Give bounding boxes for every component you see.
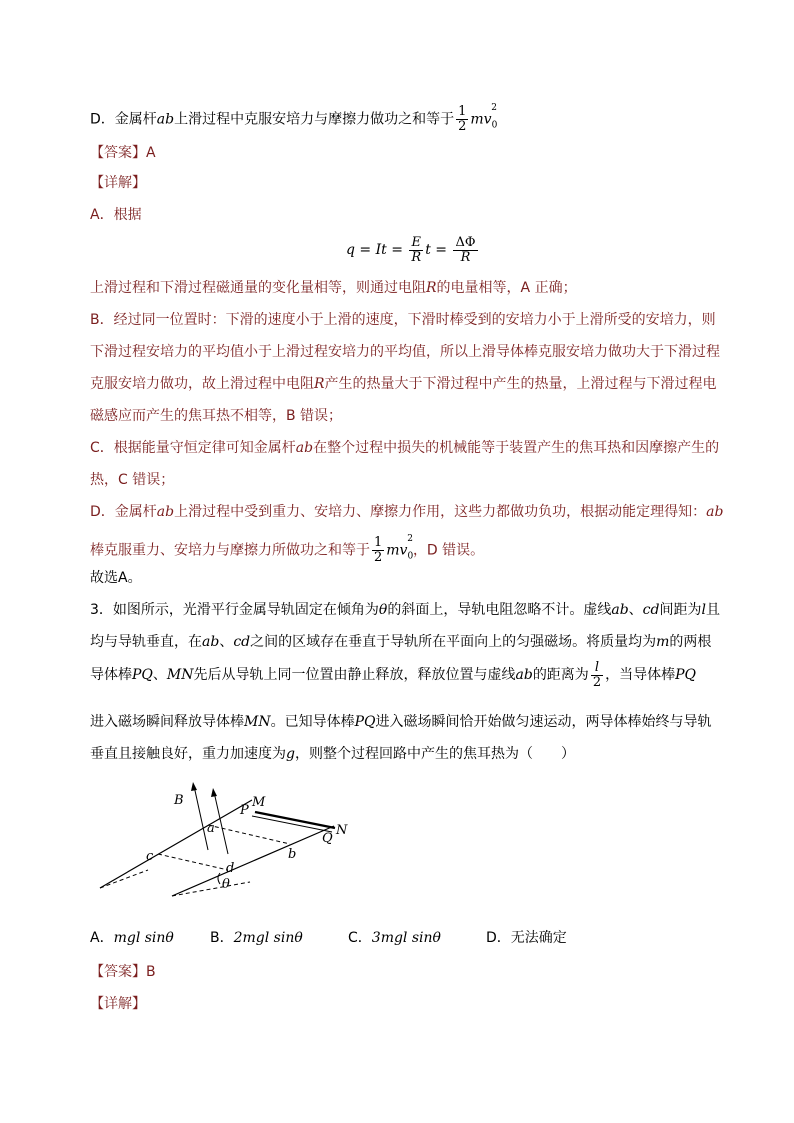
text: D．金属杆 [90, 504, 157, 520]
fraction [372, 536, 384, 565]
q3-option-d [486, 928, 567, 948]
q2-b-line3 [90, 374, 717, 394]
expr: mv [470, 111, 492, 128]
option-expr: 无法确定 [510, 930, 567, 946]
subscript: 0 [491, 120, 498, 131]
text: 垂直且接触良好，重力加速度为 [90, 746, 286, 762]
q2-detail-heading: 【详解】 [90, 175, 146, 191]
b-arrow-2-head [211, 788, 217, 797]
var-g: g [286, 746, 295, 762]
var-ab: ab [156, 111, 175, 128]
formula-lhs: q = It = [346, 242, 403, 258]
q3-option-b [210, 928, 303, 948]
label-m: M [252, 795, 266, 810]
var-theta: θ [378, 602, 388, 618]
label-d: d [226, 861, 235, 876]
q3-option-c [348, 928, 441, 948]
q2-a-label: A．根据 [90, 207, 142, 223]
q2-conclusion: 故选A。 [90, 570, 142, 586]
text: D．金属杆 [90, 111, 157, 128]
option-expr: 2mgl sinθ [233, 930, 303, 946]
fraction-e-r [409, 236, 423, 265]
var-mn: MN [166, 667, 194, 683]
label-b-field: B [174, 793, 184, 808]
numerator: l [591, 661, 603, 676]
text: 进入磁场瞬间恰开始做匀速运动，两导体棒始终与导轨 [375, 714, 712, 730]
var-cd: cd [642, 602, 660, 618]
ground-dash-1 [100, 870, 148, 888]
q2-answer: 【答案】A [90, 145, 156, 161]
denominator: 2 [592, 674, 602, 690]
q3-line4 [90, 712, 712, 732]
text: 之间的区域存在垂直于导轨所在平面向上的匀强磁场。将质量均为 [250, 634, 657, 650]
text: 、 [152, 667, 167, 683]
text: 的斜面上，导轨电阻忽略不计。虚线 [387, 602, 612, 618]
numerator: 1 [458, 104, 467, 119]
numerator: 1 [374, 535, 383, 551]
text: 且 [705, 602, 720, 618]
text: 棒克服重力、安培力与摩擦力所做功之和等于 [90, 542, 370, 559]
q2-d-line2 [90, 532, 484, 571]
var-r: R [426, 280, 437, 296]
option-expr: 3mgl sinθ [371, 930, 441, 946]
text: 、 [628, 602, 643, 618]
label-p: P [240, 803, 249, 818]
text: 导体棒 [90, 667, 132, 683]
b-arrow-1-head [191, 782, 197, 791]
q2-c-line2: 热，C 错误； [90, 472, 175, 488]
text: C．根据能量守恒定律可知金属杆 [90, 440, 296, 456]
text: 上滑过程中受到重力、安培力、摩擦力作用，这些力都做功负功，根据动能定理得知： [174, 504, 707, 520]
var-ab: ab [611, 602, 629, 618]
superscript: 2 [491, 102, 498, 113]
b-arrow-1 [194, 786, 208, 850]
label-n: N [336, 823, 348, 838]
fraction-dphi-r [453, 236, 477, 265]
angle-arc [218, 873, 220, 884]
text: ，则整个过程回路中产生的焦耳热为（ ） [294, 746, 575, 762]
denominator: 2 [458, 119, 467, 134]
superscript: 2 [407, 534, 413, 544]
denominator: R [411, 249, 422, 265]
line-cd [158, 854, 228, 870]
q2-a-line2 [90, 278, 577, 298]
rail-right [172, 826, 334, 896]
q3-line3 [90, 660, 696, 690]
fraction-l-2 [591, 661, 603, 690]
q3-line1 [90, 600, 720, 620]
text: ，当导体棒 [605, 667, 676, 683]
incline-rails-figure [90, 770, 390, 910]
text: 上滑过程和下滑过程磁通量的变化量相等，则通过电阻 [90, 280, 426, 296]
rod-mn [255, 812, 335, 828]
text: 克服安培力做功，故上滑过程中电阻 [90, 376, 314, 392]
var-l: l [701, 602, 706, 618]
var-ab: ab [706, 504, 724, 520]
text: 上滑过程中克服安培力与摩擦力做功之和等于 [174, 111, 455, 128]
text: ，D 错误。 [412, 542, 485, 559]
q3-detail-heading: 【详解】 [90, 996, 146, 1012]
ground-dash-2 [172, 882, 250, 896]
text: 3．如图所示，光滑平行金属导轨固定在倾角为 [90, 602, 379, 618]
formula-t: t = [425, 242, 447, 258]
q2-formula [346, 232, 480, 268]
label-b: b [288, 847, 297, 862]
q2-option-d [90, 102, 498, 135]
text: 。已知导体棒 [270, 714, 355, 730]
var-ab: ab [295, 440, 314, 456]
numerator: E [409, 236, 423, 251]
fraction [456, 105, 468, 134]
text: 在整个过程中损失的机械能等于装置产生的焦耳热和因摩擦产生的 [313, 440, 720, 456]
label-theta: θ [222, 877, 230, 892]
option-label: D． [486, 930, 511, 946]
var-m: m [656, 634, 670, 650]
q3-answer: 【答案】B [90, 964, 156, 980]
q3-line5 [90, 744, 575, 764]
var-r: R [314, 376, 325, 392]
line-ab [208, 825, 290, 844]
var-pq: PQ [132, 667, 153, 683]
q3-option-a [90, 928, 174, 948]
option-label: C． [348, 930, 372, 946]
var-ab: ab [202, 634, 220, 650]
var-mn: MN [244, 714, 271, 730]
label-a: a [207, 821, 215, 836]
q2-d-line1 [90, 502, 723, 522]
denominator: 2 [374, 550, 383, 566]
option-expr: mgl sinθ [113, 930, 174, 946]
var-ab: ab [156, 504, 175, 520]
denominator: R [460, 249, 471, 265]
subscript: 0 [407, 551, 414, 562]
text: 进入磁场瞬间释放导体棒 [90, 714, 244, 730]
var-pq: PQ [354, 714, 376, 730]
q2-b-line2: 下滑过程安培力的平均值小于上滑过程安培力的平均值，所以上滑导体棒克服安培力做功大于下滑过程 [90, 344, 720, 360]
q2-b-line1: B．经过同一位置时：下滑的速度小于上滑的速度，下滑时棒受到的安培力小于上滑所受的安培力，则 [90, 312, 716, 328]
label-c: c [146, 849, 154, 864]
q2-c-line1 [90, 438, 719, 458]
option-label: B． [210, 930, 234, 946]
text: 的距离为 [532, 667, 589, 683]
text: 的两根 [669, 634, 712, 650]
option-label: A． [90, 930, 114, 946]
text: 产生的热量大于下滑过程中产生的热量，上滑过程与下滑过程电 [324, 376, 717, 392]
text: 先后从导轨上同一位置由静止释放，释放位置与虚线 [193, 667, 516, 683]
var-cd: cd [233, 634, 251, 650]
var-pq: PQ [675, 667, 696, 683]
q3-line2 [90, 632, 711, 652]
expr: mv [386, 542, 408, 559]
text: 均与导轨垂直，在 [90, 634, 202, 650]
b-arrow-2 [214, 792, 228, 854]
text: 的电量相等，A 正确； [436, 280, 577, 296]
numerator: ΔΦ [455, 234, 476, 250]
label-q: Q [322, 831, 333, 846]
text: 间距为 [659, 602, 702, 618]
text: 、 [219, 634, 234, 650]
var-ab: ab [515, 667, 533, 683]
q2-b-line4: 磁感应而产生的焦耳热不相等，B 错误； [90, 408, 343, 424]
